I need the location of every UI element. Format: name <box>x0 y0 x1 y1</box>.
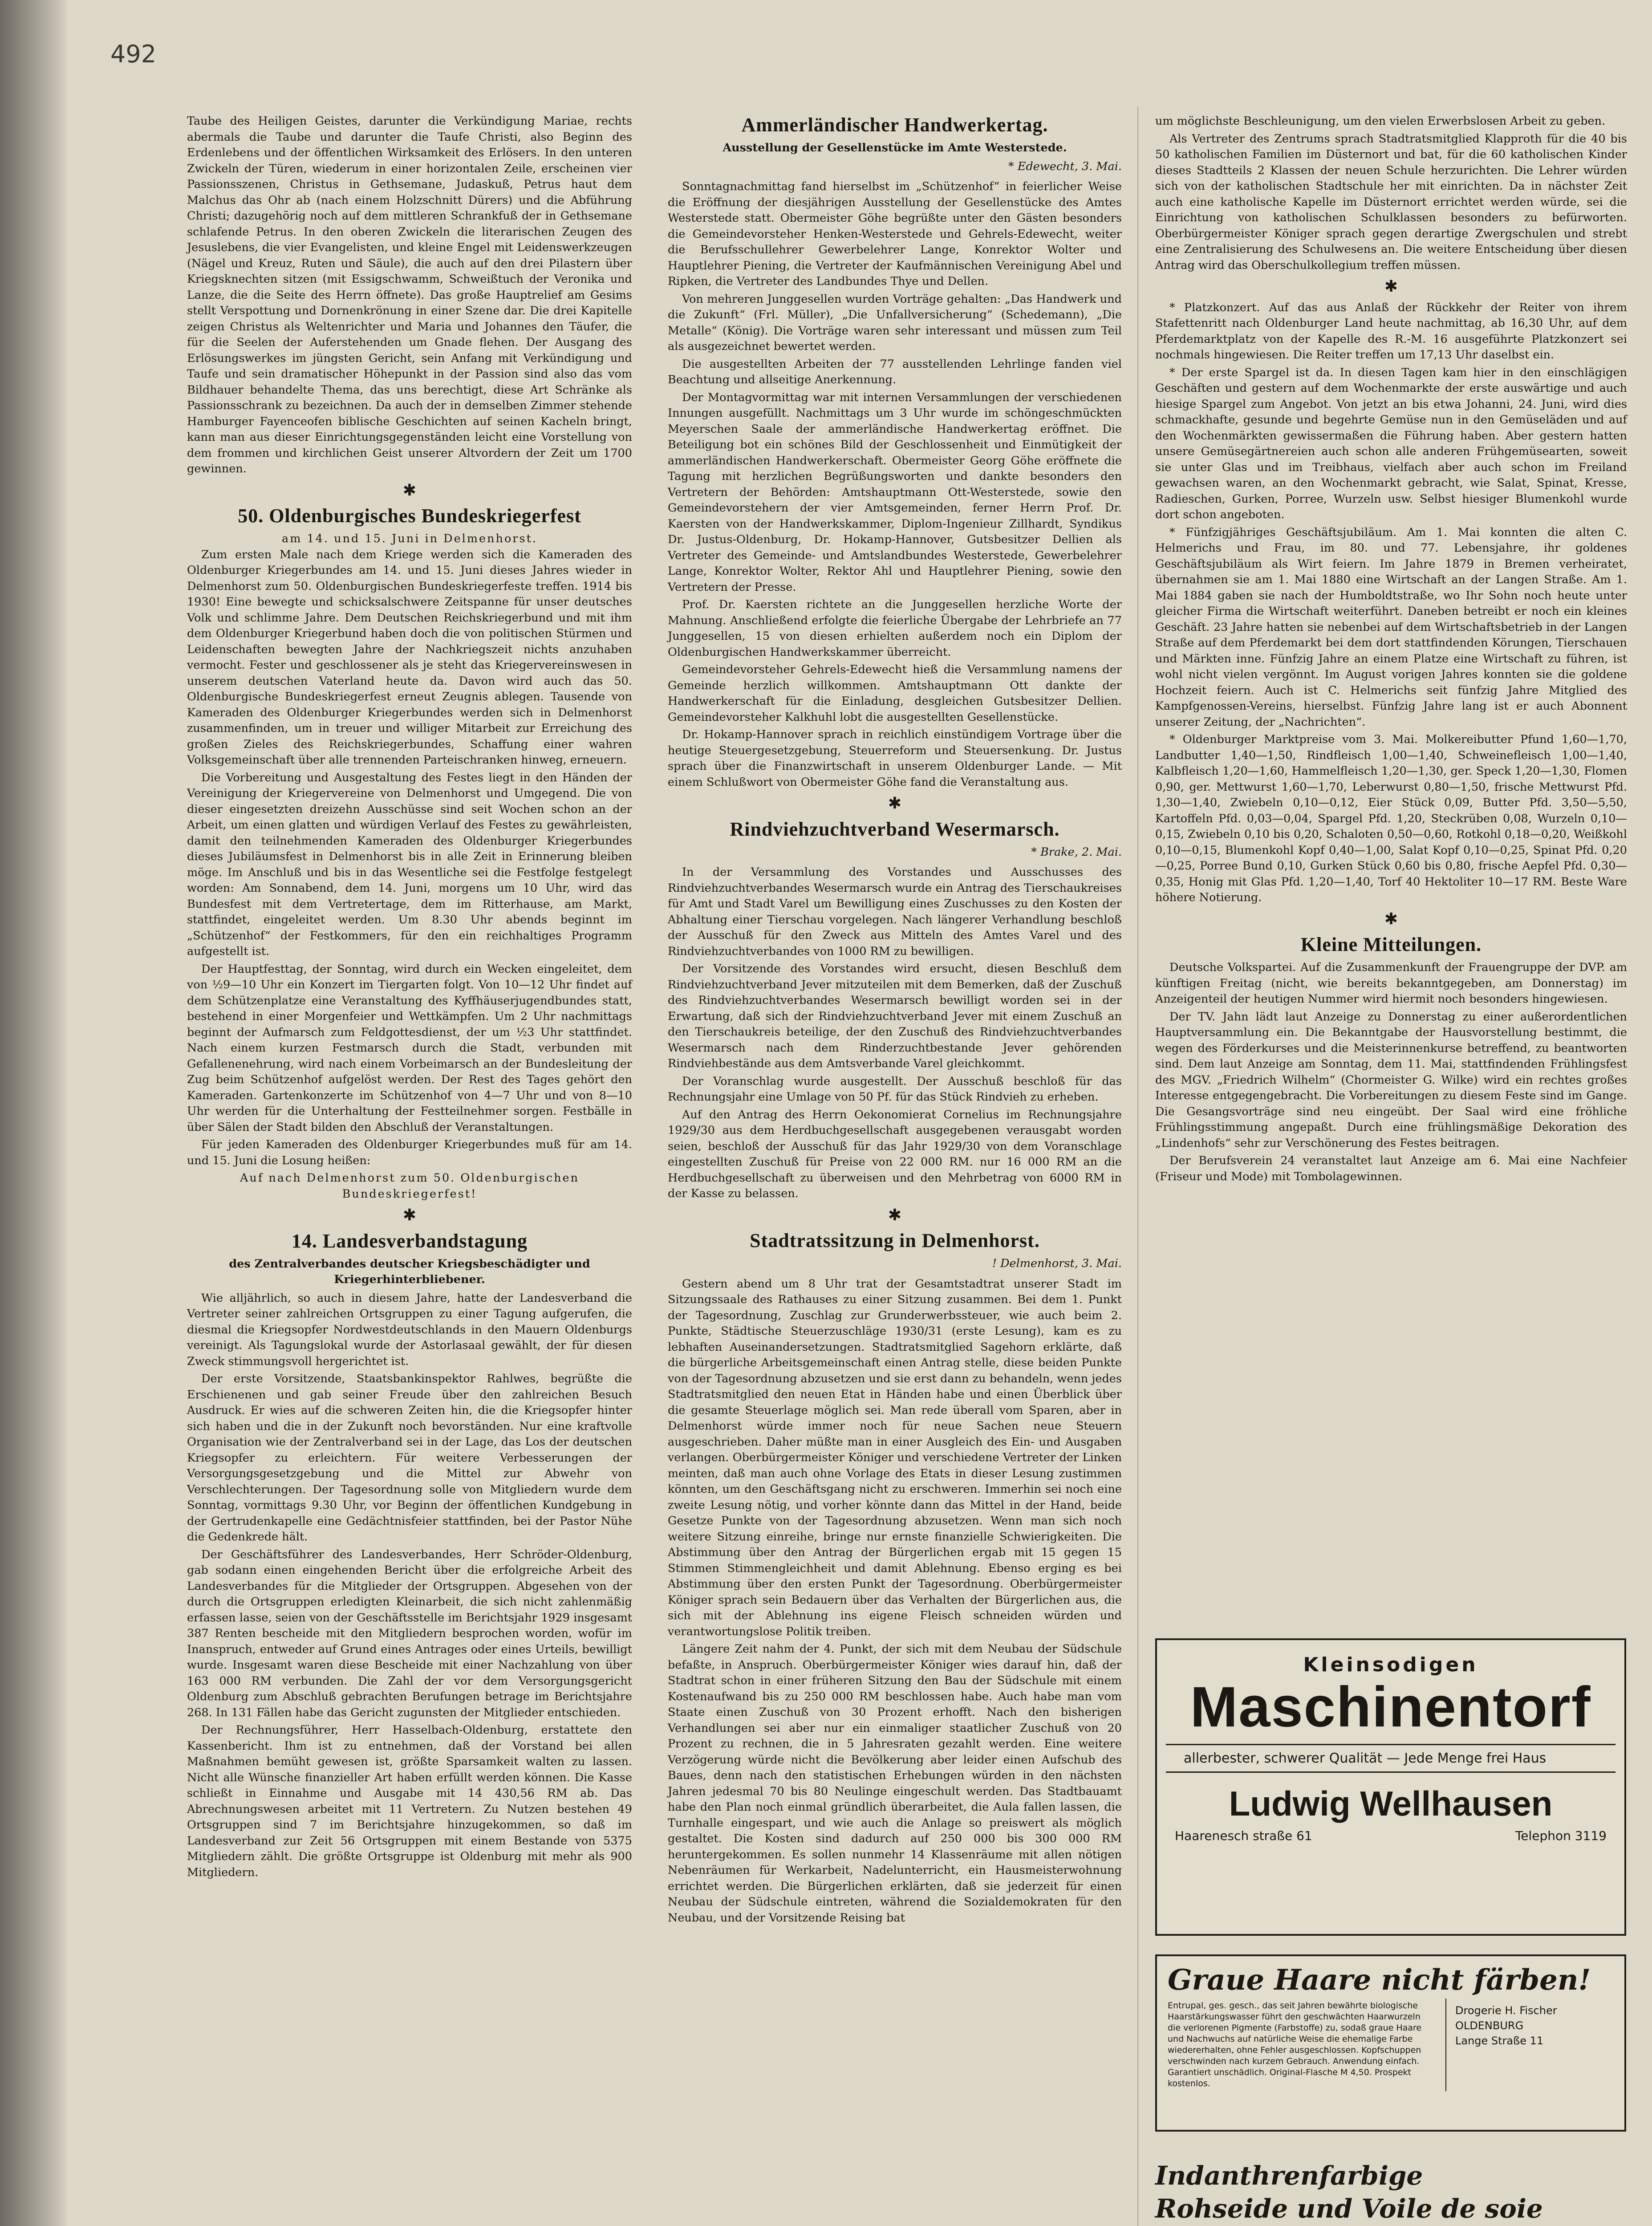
article-text: Der Voranschlag wurde ausgestellt. Der Ausschuß beschloß für das Rechnungsjahr eine Umlage von 50 Pf. für das Stück Rindvieh zu erheben. <box>668 1074 1122 1104</box>
ad-kicker: Kleinsodigen <box>1303 1653 1478 1676</box>
ad-shop-name: Drogerie H. Fischer <box>1455 2004 1557 2017</box>
headline-kleine-mitteilungen: Kleine Mitteilungen. <box>1300 934 1482 955</box>
dateline: * Edewecht, 3. Mai. <box>1008 159 1122 173</box>
ad-row <box>1157 1999 1624 2091</box>
headline-handwerkertag: Ammerländischer Handwerkertag. <box>741 114 1048 136</box>
article-text: Deutsche Volkspartei. Auf die Zusammenkunft der Frauengruppe der DVP. am künftigen Freitag (nicht, wie bereits bekanntgegeben, am Donnerstag) im Anzeigenteil der heutigen Nummer wird hiermit noch besonders hingewiesen. <box>1155 961 1627 1006</box>
ad-line: Rohseide und Voile de soie <box>1155 2194 1543 2224</box>
ad-telephone: Telephon 3119 <box>1515 1828 1607 1843</box>
article-text: Prof. Dr. Kaersten richtete an die Junggesellen herzliche Worte der Mahnung. Anschließend erfolgte die feierliche Übergabe der Lehrbriefe an 77 Junggesellen, 15 von diesen erhielten außerdem noch ein Diplom der Oldenburgischen Handwerkskammer überreicht. <box>668 598 1122 659</box>
separator-star: ✱ <box>1384 277 1398 296</box>
ad-line: Indanthrenfarbige <box>1155 2161 1423 2191</box>
ad-body: Entrupal, ges. gesch., das seit Jahren bewährte biologische Haarstärkungswasser führt den geschwächten Haarwurzeln die verlorenen Pigmente (Farbstoffe) zu, sodaß graue Haare und Nachwuchs auf natürliche Weise die ehemalige Farbe wiedererhalten, ohne Fehler ausgeschlossen. Kopfschuppen verschwinden nach kurzem Gebrauch. Anwendung einfach. Garantiert unschädlich. Original-Flasche M 4,50. Prospekt kostenlos. <box>1168 2001 1421 2088</box>
separator-star: ✱ <box>402 1206 417 1224</box>
article-text: um möglichste Beschleunigung, um den vielen Erwerbslosen Arbeit zu geben. <box>1155 114 1606 128</box>
subheadline: am 14. und 15. Juni in Delmenhorst. <box>282 532 537 545</box>
ad-title: Graue Haare nicht färben! <box>1168 1963 1591 1997</box>
ad-tagline: allerbester, schwerer Qualität — Jede Menge frei Haus <box>1166 1744 1615 1773</box>
article-text: Der erste Vorsitzende, Staatsbankinspektor Rahlwes, begrüßte die Erschienenen und gab seiner Freude über den zahlreichen Besuch Ausdruck. Er wies auf die schweren Zeiten hin, die die Kriegsopfer hinter sich haben und die in der Zukunft noch bevorständen. Nur eine kraftvolle Organisation wie der Zentralverband sei in der Lage, das Los der deutschen Kriegsopfer zu erleichtern. Für weitere Verbesserungen der Versorgungsgesetzgebung und die Mittel zur Abwehr von Verschlechterungen. Der Tagesordnung solle von Mitgliedern wurde dem Sonntag, vormittags 9.30 Uhr, vor Beginn der öffentlichen Kundgebung in der Gertrudenkapelle eine Gedächtnisfeier stattfinden, bei der Pastor Nühe die Gedenkrede hält. <box>187 1372 632 1544</box>
ad-contact <box>1157 1824 1624 1848</box>
article-text: Für jeden Kameraden des Oldenburger Kriegerbundes muß für am 14. und 15. Juni die Losung heißen: <box>187 1138 632 1167</box>
ad-shop <box>1445 1999 1566 2091</box>
article-text: Längere Zeit nahm der 4. Punkt, der sich mit dem Neubau der Südschule befaßte, in Anspruch. Oberbürgermeister Königer wies darauf hin, daß der Stadtrat schon in einer früheren Sitzung den Bau der Südschule mit einem Kostenaufwand bis zu 250 000 RM beschlossen habe. Auch habe man vom Staate einen Zuschuß von 30 Prozent erhofft. Nach den bisherigen Verhandlungen sei aber nur ein einmaliger staatlicher Zuschuß von 20 Prozent zu rechnen, die in 5 Jahresraten gezahlt werden. Eine weitere Verzögerung würde nicht die Bevölkerung aber leider einen Aufschub des Baues, denn nach den statistischen Erhebungen würden in den nächsten Jahren jedesmal 70 bis 80 Neulinge eingeschult werden. Das Stadtbauamt habe den Plan noch einmal gründlich überarbeitet, die Aula fallen lassen, die Turnhalle eingespart, und wie auch die Anlage so preiswert als möglich gestaltet. Die Kosten sind dadurch auf 250 000 bis 300 000 RM heruntergekommen. Es sollen nunmehr 14 Klassenräume mit allen nötigen Nebenräumen für Werkarbeit, Nadelunterricht, ein Hausmeisterwohnung errichtet werden. Die Bürgerlichen erklärten, daß sie jederzeit für einen Neubau der Südschule eintreten, während die Sozialdemokraten für den Neubau, und der Vorsitzende Reising bat <box>668 1642 1122 1925</box>
article-text: Als Vertreter des Zentrums sprach Stadtratsmitglied Klapproth für die 40 bis 50 katholischen Familien im Düsternort und bat, für die 60 katholischen Kinder dieses Stadtteils 2 Klassen der neuen Schule herzurichten. Die Lehrer würden sich von der katholischen Stadtschule her mit einrichten. Da in nächster Zeit auch eine katholische Kapelle im Düsternort errichtet werden würde, sei die Einrichtung von katholischen Schulklassen besonders zu befürworten. Oberbürgermeister Königer sprach gegen derartige Zwergschulen und strebt eine Zentralisierung des Schulwesens an. Die weitere Entscheidung über diesen Antrag wird das Oberschulkollegium treffen müssen. <box>1155 132 1627 272</box>
article-text: * Platzkonzert. Auf das aus Anlaß der Rückkehr der Reiter von ihrem Stafettenritt nach Oldenburger Land heute nachmittag, ab 16,30 Uhr, auf dem Pferdemarktplatz von der Kapelle des R.-M. 16 ausgeführte Platzkonzert sei nochmals hingewiesen. Die Reiter treffen um 17,13 Uhr daselbst ein. <box>1155 301 1627 362</box>
article-text: Der Geschäftsführer des Landesverbandes, Herr Schröder-Oldenburg, gab sodann einen eingehenden Bericht über die erfolgreiche Arbeit des Landesverbandes für die Mitglieder der Ortsgruppen. Abgesehen von der durch die Ortsgruppen erledigten Kleinarbeit, die sich nicht zahlenmäßig erfassen lasse, seien von der Geschäftsstelle im Berichtsjahr 1929 insgesamt 387 Renten bescheide mit den Mitgliedern besprochen worden, wofür im Inanspruch, entweder auf Grund eines Antrages oder eines Urteils, bewilligt wurde. Insgesamt waren diese Bescheide mit einer Nachzahlung von über 163 000 RM verbunden. Die Zahl der vor dem Versorgungsgericht Oldenburg zum Abschluß gebrachten Berufungen betrage im Berichtsjahre 268. In 131 Fällen habe das Gericht zugunsten der Mitglieder entschieden. <box>187 1548 632 1719</box>
ad-title: Maschinentorf <box>1190 1675 1591 1739</box>
article-text: Der Berufsverein 24 veranstaltet laut Anzeige am 6. Mai eine Nachfeier (Friseur und Mode) mit Tombolagewinnen. <box>1155 1154 1627 1183</box>
ad-firm: Ludwig Wellhausen <box>1229 1784 1553 1823</box>
article-text: * Oldenburger Marktpreise vom 3. Mai. Molkereibutter Pfund 1,60—1,70, Landbutter 1,40—1,50, Rindfleisch 1,00—1,40, Schweinefleisch 1,00—1,40, Kalbfleisch 1,20—1,60, Hammelfleisch 1,20—1,30, ger. Speck 1,20—1,30, Flomen 0,90, ger. Mettwurst 1,60—1,70, Leberwurst 0,80—1,50, frische Mettwurst Pfd. 1,30—1,40, Zwiebeln 0,10—0,12, Eier Stück 0,09, Butter Pfd. 3,50—5,50, Kartoffeln Pfd. 0,03—0,04, Spargel Pfd. 1,20, Steckrüben 0,08, Wurzeln 0,10—0,15, Zwiebeln 0,10 bis 0,20, Schaloten 0,50—0,60, Rotkohl 0,18—0,20, Weißkohl 0,10—0,15, Blumenkohl Kopf 0,40—1,00, Salat Kopf 0,10—0,25, Spinat Pfd. 0,20—0,25, Porree Bund 0,10, Gurken Stück 0,60 bis 0,80, frische Aepfel Pfd. 0,30—0,35, Honig mit Glas Pfd. 1,20—1,40, Torf 40 Hektoliter 10—17 RM. Beste Ware höhere Notierung. <box>1155 733 1627 904</box>
article-text: * Der erste Spargel ist da. In diesen Tagen kam hier in den einschlägigen Geschäften und gestern auf dem Wochenmarkte der erste auswärtige und auch hiesige Spargel zum Angebot. Von jetzt an bis etwa Johanni, 24. Juni, wird dies schmackhafte, gesunde und begehrte Gemüse nun in den Gemüseläden und auf den Wochenmärkten gewissermaßen die Führung haben. Aber gestern hatten unsere Gemüsegärtnereien auch schon alle anderen Frühgemüsearten, soweit sie unter Glas und im Treibhaus, vielfach aber auch schon im Freiland gewachsen waren, an den Wochenmarkt gebracht, wie Salat, Spinat, Kresse, Radieschen, Gurken, Porree, Wurzeln usw. Selbst hiesiger Blumenkohl wurde dort schon angeboten. <box>1155 366 1627 521</box>
separator-star: ✱ <box>888 794 902 812</box>
motto: Auf nach Delmenhorst zum 50. Oldenburgischen Bundeskriegerfest! <box>239 1171 580 1201</box>
article-text: Auf den Antrag des Herrn Oekonomierat Cornelius im Rechnungsjahre 1929/30 aus dem Herdbuchgesellschaft ausgegebenen verausgabt worden seien, beschloß der Ausschuß für das Jahr 1929/30 von dem Voranschlage eingestellten Zuschuß für Preise von 22 000 RM. nur 16 000 RM an die Herdbuchgesellschaft zu überweisen und den Mehrbetrag von 6000 RM in der Kasse zu belassen. <box>668 1108 1122 1200</box>
column-1 <box>187 114 632 1882</box>
article-text: In der Versammlung des Vorstandes und Ausschusses des Rindviehzuchtverbandes Wesermarsch wurde ein Antrag des Tierschaukreises für Amt und Stadt Varel um Bewilligung eines Zuschusses zu den Kosten der Abhaltung einer Tierschau vorgelegen. Nach längerer Verhandlung beschloß der Ausschuß für den Zweck aus Mitteln des Amtes Varel und des Rindviehzuchtverbandes von 1000 RM zu bewilligen. <box>668 865 1122 958</box>
page-number: 492 <box>110 40 157 68</box>
article-text: Zum ersten Male nach dem Kriege werden sich die Kameraden des Oldenburger Kriegerbundes am 14. und 15. Juni dieses Jahres wieder in Delmenhorst zum 50. Oldenburgischen Bundeskriegerfeste treffen. 1914 bis 1930! Eine bewegte und schicksalschwere Zeitspanne für unser deutsches Volk und schlimme Jahre. Dem Deutschen Reichskriegerbund und mit ihm dem Oldenburger Kriegerbund haben doch die von politischen Stürmen und Leidenschaften bewegten Jahre der Nachkriegszeit nichts anzuhaben vermocht. Fester und geschlossener als je steht das Kriegervereinswesen in unserem deutschen Vaterland heute da. Davon wird auch das 50. Oldenburgische Bundeskriegerfest erneut Zeugnis ablegen. Tausende von Kameraden des Oldenburger Kriegerbundes werden sich in Delmenhorst zusammenfinden, um in treuer und williger Mitarbeit zur Erreichung des großen Zieles des Reichskriegerbundes, Schaffung einer wahren Volksgemeinschaft über alle trennenden Parteischranken hinweg, erneuern. <box>187 548 632 767</box>
column-divider <box>1137 107 1138 2226</box>
article-text: Der Rechnungsführer, Herr Hasselbach-Oldenburg, erstattete den Kassenbericht. Ihm ist zu entnehmen, daß der Vorstand bei allen Maßnahmen bemüht gewesen ist, größte Sparsamkeit walten zu lassen. Nicht alle Wünsche finanzieller Art haben erfüllt werden können. Die Kasse schließt in Einnahme und Ausgabe mit 14 430,56 RM ab. Das Abrechnungswesen arbeitet mit 11 Vertretern. Zu Nutzen bestehen 49 Ortsgruppen sind 7 im Berichtsjahre hinzugekommen, so daß im Landesverband zur Zeit 56 Ortsgruppen mit einem Bestande von 5375 Mitgliedern zählt. Die größte Ortsgruppe ist Oldenburg mit mehr als 900 Mitgliedern. <box>187 1723 632 1879</box>
ad-shop-city: OLDENBURG <box>1455 2019 1524 2032</box>
ad-maschinentorf <box>1155 1638 1626 1936</box>
subheadline: Ausstellung der Gesellenstücke im Amte Westerstede. <box>722 141 1067 154</box>
headline-landesverbandstagung: 14. Landesverbandstagung <box>291 1230 528 1252</box>
separator-star: ✱ <box>1384 910 1398 928</box>
article-text: Taube des Heiligen Geistes, darunter die Verkündigung Mariae, rechts abermals die Taube und darunter die Taufe Christi, also Beginn des Erdenlebens und der öffentlichen Wirksamkeit des Erlösers. In den unteren Zwickeln der Türen, wiederum in einer horizontalen Zeile, erscheinen vier Passionsszenen, Christus in Gethsemane, Judaskuß, Petrus haut dem Malchus das Ohr ab (nach einem Holzschnitt Dürers) und die Abführung Christi; dazugehörig noch auf dem mittleren Schrankfuß der in Gethsemane schlafende Petrus. In den oberen Zwickeln die literarischen Zeugen des Jesuslebens, die vier Evangelisten, und kleine Engel mit Leidenswerkzeugen (Nägel und Kreuz, Ruten und Säule), die auch auf den drei Pilastern über Kriegsknechten sitzen (mit Essigschwamm, Schweißtuch der Veronika und Lanze, die die Seite des Herrn öffnete). Das große Hauptrelief am Gesims stellt Verspottung und Dornenkrönung in einer Szene dar. Die drei Kapitelle zeigen Christus als Weltenrichter und Maria und Johannes den Täufer, die für die Seelen der Auferstehenden um Gnade flehen. Der Ausgang des Erlösungswerkes im jüngsten Gericht, sein Anfang mit Verkündigung und Taufe und sein dramatischer Höhepunkt in der Passion sind also das vom Bildhauer behandelte Thema, das uns berechtigt, diese Art Schränke als Passionsschrank zu bezeichnen. Da auch der in demselben Zimmer stehende Hamburger Fayenceofen biblische Geschichten auf seinen Kacheln bringt, kann man aus dieser Einrichtungsgegenständen leicht eine Vorstellung von dem frommen und kirchlichen Geist unserer Altvordern der Zeit um 1700 gewinnen. <box>187 114 632 475</box>
separator-star: ✱ <box>888 1206 902 1224</box>
separator-star: ✱ <box>402 481 417 500</box>
article-text: Von mehreren Junggesellen wurden Vorträge gehalten: „Das Handwerk und die Zukunft“ (Frl. Müller), „Die Unfallversicherung“ (Schedemann), „Die Metalle“ (König). Die Vorträge waren sehr interessant und müssen zum Teil als ausgezeichnet bewertet werden. <box>668 292 1122 353</box>
article-text: * Fünfzigjähriges Geschäftsjubiläum. Am 1. Mai konnten die alten C. Helmerichs und Frau, im 80. und 77. Lebensjahre, ihr goldenes Geschäftsjubiläum als Wirt feiern. Im Jahre 1879 in Bremen verheiratet, übernahmen sie am 1. Mai 1880 eine Wirtschaft an der Langen Straße. Am 1. Mai 1884 gaben sie nach der Humboldtstraße, wo Ihr Sohn noch heute unter gleicher Firma die Wirtschaft weiterführt. Daneben betreibt er noch ein kleines Geschäft. 23 Jahre hatten sie nebenbei auf dem Wirtschaftsbetrieb in der Langen Straße auf dem Pferdemarkt bei dem dort stattfindenden Körungen, Tierschauen und Märkten inne. Fünfzig Jahre an einem Platze eine Wirtschaft zu führen, ist wohl nicht vielen vergönnt. Im August vorigen Jahres konnten sie die goldene Hochzeit feiern. Auch ist C. Helmerichs seit fünfzig Jahre Mitglied des Kampfgenossen-Vereins, hierselbst. Fünfzig Jahre lang ist er auch Abonnent unserer Zeitung, der „Nachrichten“. <box>1155 525 1627 729</box>
article-text: Die Vorbereitung und Ausgestaltung des Festes liegt in den Händen der Vereinigung der Kriegervereine von Delmenhorst und Umgegend. Die von dieser eingesetzten dreizehn Ausschüsse sind seit Wochen schon an der Arbeit, um einen glatten und würdigen Verlauf des Festes zu gewährleisten, damit den teilnehmenden Kameraden des Oldenburger Kriegerbundes dieses Jubiläumsfest in Delmenhorst bis in alle Zeit in Erinnerung bleiben möge. Im Anschluß und bis in das Wesentliche sei die Festfolge festgelegt worden: Am Sonnabend, dem 14. Juni, morgens um 10 Uhr, wird das Bundesfest mit dem Vertretertage, dem im Ritterhause, am Markt, stattfindet, eingeleitet werden. Um 8.30 Uhr abends beginnt im „Schützenhof“ der Festkommers, für den ein reichhaltiges Programm aufgestellt ist. <box>187 771 632 958</box>
ad-address: Haarenesch straße 61 <box>1175 1828 1312 1843</box>
page-binding-shadow <box>0 0 67 2226</box>
article-text: Die ausgestellten Arbeiten der 77 ausstellenden Lehrlinge fanden viel Beachtung und allseitige Anerkennung. <box>668 357 1122 386</box>
column-2 <box>668 114 1122 1928</box>
headline-rindviehzuchtverband: Rindviehzuchtverband Wesermarsch. <box>730 818 1060 840</box>
headline-bundeskriegerfest: 50. Oldenburgisches Bundeskriegerfest <box>238 505 581 527</box>
ad-graue-haare <box>1155 1954 1626 2132</box>
ad-indanthren <box>1155 2159 1627 2226</box>
column-3 <box>1155 114 1627 1186</box>
article-text: Wie alljährlich, so auch in diesem Jahre, hatte der Landesverband die Vertreter seiner zahlreichen Ortsgruppen zu einer Tagung aufgerufen, die diesmal die Kriegsopfer Nordwestdeutschlands in den Mauern Oldenburgs vereinigt. Als Tagungslokal wurde der Astorlasaal gewählt, der für diesen Zweck stimmungsvoll hergerichtet ist. <box>187 1291 632 1368</box>
article-text: Der Hauptfesttag, der Sonntag, wird durch ein Wecken eingeleitet, dem von ½9—10 Uhr ein Konzert im Tiergarten folgt. Von 10—12 Uhr findet auf dem Schützenplatze eine Veranstaltung des Kyffhäuserjugendbundes statt, bestehend in einer Morgenfeier und Wettkämpfen. Um 2 Uhr nachmittags beginnt der Aufmarsch zum Feldgottesdienst, der um ½3 Uhr stattfindet. Nach einem kurzen Festmarsch durch die Stadt, verbunden mit Gefallenenehrung, wird nach einem Vorbeimarsch an der Bundesleitung der Zug beim Schützenhof aufgelöst werden. Der Rest des Tages gehört den Kameraden. Gartenkonzerte im Schützenhof von 4—7 Uhr und von 8—10 Uhr werden für die Unterhaltung der Festteilnehmer sorgen. Festbälle in über Sälen der Stadt bilden den Abschluß der Veranstaltungen. <box>187 962 632 1134</box>
article-text: Sonntagnachmittag fand hierselbst im „Schützenhof“ in feierlicher Weise die Eröffnung der diesjährigen Ausstellung der Gesellenstücke des Amtes Westerstede statt. Obermeister Göhe begrüßte unter den Gästen besonders die Gemeindevorsteher Henken-Westerstede und Gehrels-Edewecht, weiter die Berufsschullehrer Gewerbelehrer Lange, Konrektor Wolter und Hauptlehrer Piening, die Vertreter der Kaufmännischen Vereinigung Abel und Ripken, die Vertreter des Landbundes Thye und Dellen. <box>668 180 1122 288</box>
headline-stadtratssitzung: Stadtratssitzung in Delmenhorst. <box>750 1230 1040 1251</box>
article-text: Gemeindevorsteher Gehrels-Edewecht hieß die Versammlung namens der Gemeinde herzlich willkommen. Amtshauptmann Ott dankte der Handwerkerschaft für die Einladung, desgleichen Gutsbesitzer Dellien. Gemeindevorsteher Kalkhuhl lobt die ausgestellten Gesellenstücke. <box>668 663 1122 724</box>
article-text: Gestern abend um 8 Uhr trat der Gesamtstadtrat unserer Stadt im Sitzungssaale des Rathauses zu einer Sitzung zusammen. Bei dem 1. Punkt der Tagesordnung, Zuschlag zur Grunderwerbssteuer, wie auch beim 2. Punkte, Städtische Steuerzuschläge 1930/31 (erste Lesung), kam es zu lebhaften Auseinandersetzungen. Stadtratsmitglied Sagehorn erklärte, daß die bürgerliche Arbeitsgemeinschaft einen Antrag stelle, diese beiden Punkte von der Tagesordnung abzusetzen und sie erst dann zu behandeln, wenn jedes Stadtratsmitglied den neuen Etat in Händen habe und einen Überblick über die gesamte Steuerlage möglich sei. Man rede überall vom Sparen, aber in Delmenhorst würde immer noch für neue Sachen neue Steuern ausgeschrieben. Daher müßte man in einer Ausgleich des Ein- und Ausgaben verlangen. Oberbürgermeister Königer und verschiedene Vertreter der Linken meinten, daß man auch ohne Vorlage des Etats in dieser Lesung zustimmen könnten, um den Geschäftsgang nicht zu erschweren. Immerhin sei noch eine zweite Lesung nötig, und vorher könnte dann das Mittel in der Hand, beide Gesetze Punkte von der Tagesordnung abzusetzen. Wenn man sich noch weitere Sitzung einreihe, bringe nur ernste finanzielle Schwierigkeiten. Die Abstimmung über den Antrag der Bürgerlichen ergab mit 15 gegen 15 Stimmen Stimmengleichheit und damit Ablehnung. Ebenso erging es bei Abstimmung über den ersten Punkt der Tagesordnung. Oberbürgermeister Königer sprach sein Bedauern über das Verhalten der Bürgerlichen aus, die sich mit der Ablehnung ins eigene Fleisch schneiden würden und verantwortungslose Politik treiben. <box>668 1277 1122 1638</box>
dateline: * Brake, 2. Mai. <box>1031 845 1122 859</box>
article-text: Der Vorsitzende des Vorstandes wird ersucht, diesen Beschluß dem Rindviehzuchtverband Jever mitzuteilen mit dem Bemerken, daß der Zuschuß des Rindviehzuchtverbandes Wesermarsch bewilligt worden sei in der Erwartung, daß sich der Rindviehzuchtverband Jever mit einem Zuschuß an den Tierschaukreis beteilige, der den Zuschuß des Rindviehzuchtverbandes Wesermarsch nach dem Rinderzuchtbestande Jever gehörenden Rindviehbestände aus dem Amtsverbande Varel gleichkommt. <box>668 962 1122 1070</box>
article-text: Dr. Hokamp-Hannover sprach in reichlich einstündigem Vortrage über die heutige Steuergesetzgebung, Steuerreform und Steuersenkung. Dr. Justus sprach über die Finanzwirtschaft in unserem Oldenburger Lande. — Mit einem Schlußwort von Obermeister Göhe fand die Veranstaltung aus. <box>668 728 1122 789</box>
dateline: ! Delmenhorst, 3. Mai. <box>992 1257 1122 1270</box>
article-text: Der TV. Jahn lädt laut Anzeige zu Donnerstag zu einer außerordentlichen Hauptversammlung ein. Die Bekanntgabe der Hausvorstellung bestimmt, die wegen des Förderkurses und die Meisterinnenkurse betreffend, zu beantworten sind. Dem laut Anzeige am Sonntag, dem 11. Mai, stattfindenden Frühlingsfest des MGV. „Friedrich Wilhelm“ (Chormeister G. Wilke) wird ein rechtes großes Interesse entgegengebracht. Die Vorbereitungen zu diesem Feste sind im Gange. Die Gesangsvorträge sind neu eingeübt. Der Saal wird eine fröhliche Frühlingsstimmung angepaßt. Durch eine frühlingsmäßige Dekoration des „Lindenhofs“ sehr zur Verschönerung des Festes beitragen. <box>1155 1010 1627 1150</box>
article-text: Der Montagvormittag war mit internen Versammlungen der verschiedenen Innungen ausgefüllt. Nachmittags um 3 Uhr wurde im schöngeschmückten Meyerschen Saale der ammerländische Handwerkertag eröffnet. Die Beteiligung bot ein schönes Bild der Geschlossenheit und Einmütigkeit der ammerländischen Handwerkerschaft. Obermeister Georg Göhe eröffnete die Tagung mit herzlichen Begrüßungsworten und dankte besonders den Vertretern der Behörden: Amtshauptmann Ott-Westerstede, sowie den Gemeindevorstehern der vier Amtsgemeinden, ferner Herrn Prof. Dr. Kaersten von der Handwerkskammer, Diplom-Ingenieur Zillhardt, Syndikus Dr. Justus-Oldenburg, Dr. Hokamp-Hannover, Gutsbesitzer Dellien als Vertreter des Gemeinde- und Amtslandbundes Westerstede, Gewerbelehrer Lange, Konrektor Wolter, Rektor Ahl und Hauptlehrer Piening, sowie den Vertretern der Presse. <box>668 390 1122 594</box>
subheadline: des Zentralverbandes deutscher Kriegsbeschädigter und Kriegerhinterbliebener. <box>229 1257 590 1286</box>
ad-shop-street: Lange Straße 11 <box>1455 2035 1544 2047</box>
